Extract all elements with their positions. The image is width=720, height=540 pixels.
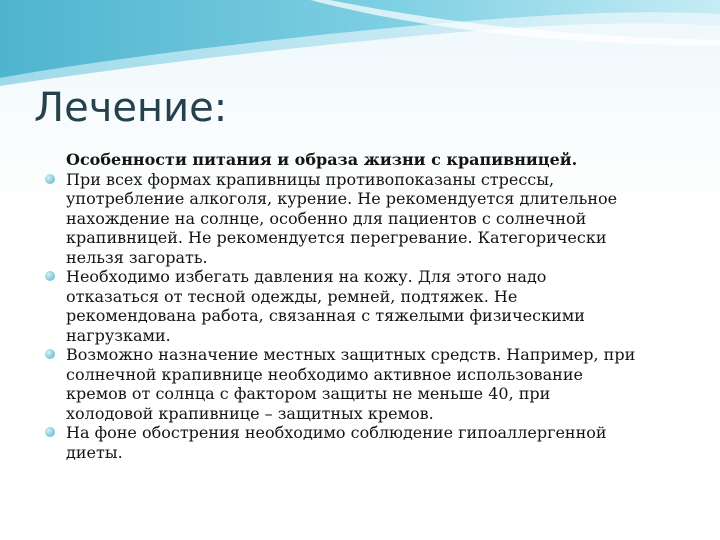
subheading: Особенности питания и образа жизни с крапивницей. — [66, 150, 578, 169]
bullet-line: кремов от солнца с фактором защиты не меньше 40, при — [66, 384, 551, 403]
bullet-line: отказаться от тесной одежды, ремней, подтяжек. Не — [66, 286, 518, 306]
bullet-dot-icon — [44, 173, 56, 185]
bullet-item — [44, 423, 684, 462]
bullet-line: холодовой крапивнице – защитных кремов. — [66, 403, 434, 423]
bullet-dot-icon — [44, 426, 56, 438]
bullet-dot-icon — [44, 348, 56, 360]
bullet-line: крапивницей. Не рекомендуется перегревание. Категорически — [66, 228, 607, 247]
bullet-line: На фоне обострения необходимо соблюдение гипоаллергенной — [66, 423, 607, 442]
bullet-line: При всех формах крапивницы противопоказаны стрессы, — [66, 169, 555, 189]
bullet-line: Возможно назначение местных защитных средств. Например, при — [66, 345, 636, 364]
bullet-line: нагрузками. — [66, 325, 171, 345]
bullet-line: употребление алкоголя, курение. Не рекомендуется длительное — [66, 189, 618, 208]
slide-title: Лечение: — [34, 85, 228, 131]
bullet-item — [44, 345, 684, 423]
bullet-list — [44, 170, 684, 463]
bullet-line: солнечной крапивнице необходимо активное использование — [66, 364, 583, 384]
bullet-line: Необходимо избегать давления на кожу. Для этого надо — [66, 267, 547, 286]
slide-content — [44, 150, 684, 462]
bullet-item — [44, 267, 684, 345]
bullet-line: рекомендована работа, связанная с тяжелыми физическими — [66, 306, 585, 325]
bullet-line: нахождение на солнце, особенно для пациентов с солнечной — [66, 208, 587, 228]
bullet-line: диеты. — [66, 442, 123, 462]
bullet-dot-icon — [44, 270, 56, 282]
bullet-item — [44, 170, 684, 268]
bullet-line: нельзя загорать. — [66, 247, 208, 267]
